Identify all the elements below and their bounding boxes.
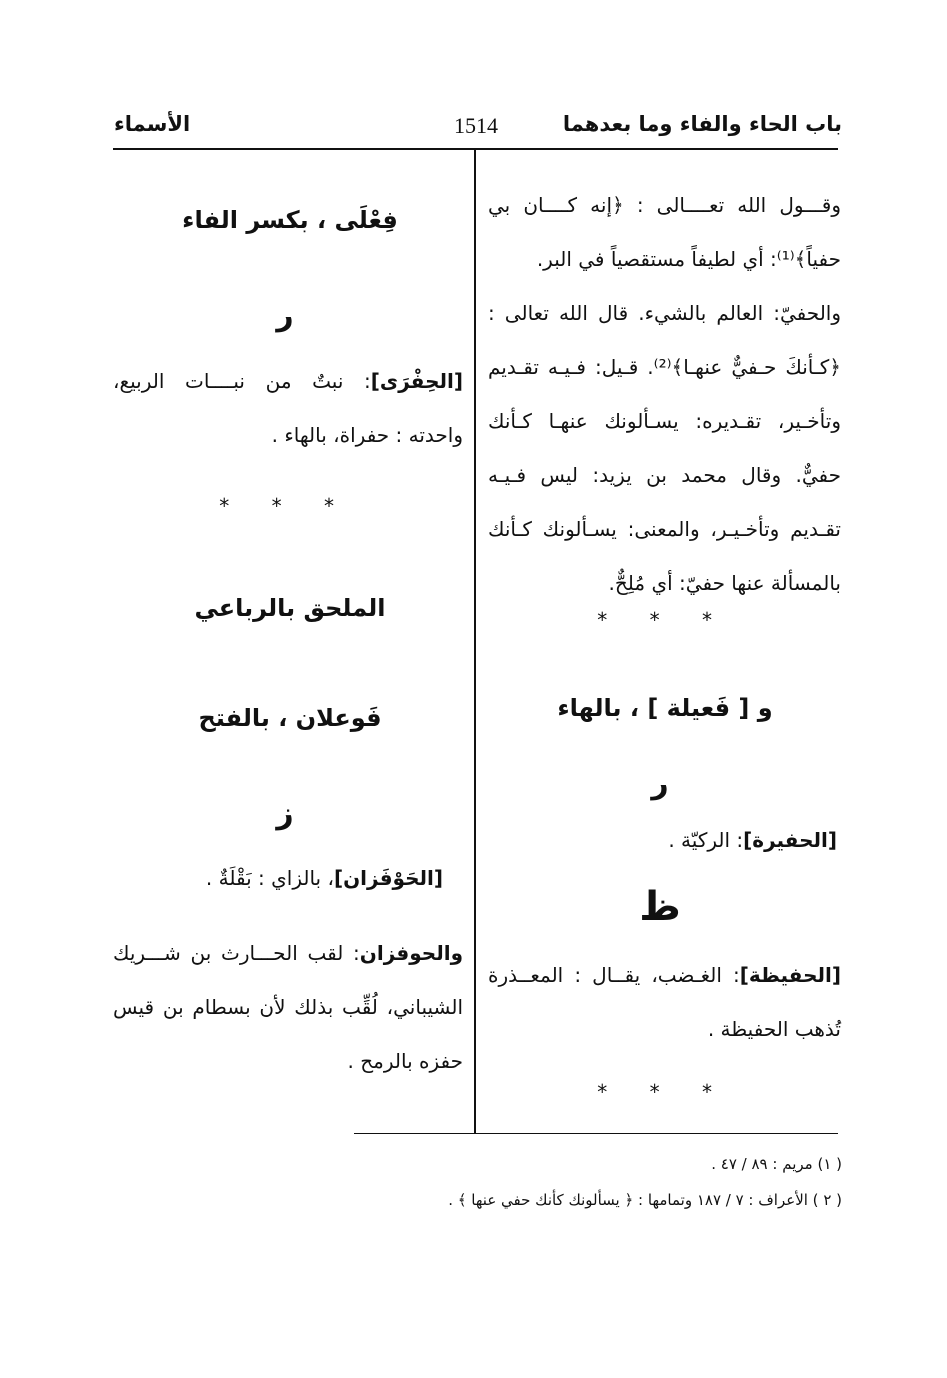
footnote-1: ( ١) مريم : ٨٩ / ٤٧ .: [711, 1155, 842, 1173]
entry-hafira: [668, 828, 837, 852]
entry-hawfazan: [206, 866, 443, 890]
entry-definition: : نبتٌ من نبــــات الربيع، واحدته : حفراة، بالهاء .: [113, 369, 463, 447]
section-separator-stars: * * *: [597, 608, 730, 632]
entry-term: والحوفزان: [359, 941, 463, 965]
letter-heading-ra: ر: [276, 298, 294, 333]
letter-heading-za: ظ: [639, 884, 681, 930]
entry-definition: : الغـضب، يقــال : المعــذرة تُذهب الحفيظة .: [488, 963, 841, 1041]
entry-term: [الحِفْرَى]: [370, 369, 463, 393]
running-head-section: الأسماء: [114, 112, 191, 136]
footnote-rule: [354, 1133, 838, 1134]
section-heading-mulhaq: الملحق بالرباعي: [194, 594, 386, 622]
section-heading-fila: فِعْلَى ، بكسر الفاء: [182, 206, 398, 234]
page-number: 1514: [454, 113, 498, 138]
entry-term: [الحفيظة]: [739, 963, 841, 987]
footnote-2: ( ٢ ) الأعراف : ٧ / ١٨٧ وتمامها : ﴿ يسألونك كأنك حفي عنها ﴾ .: [448, 1191, 842, 1209]
letter-heading-ra: ر: [651, 766, 669, 801]
running-head-chapter: باب الحاء والفاء وما بعدهما: [562, 112, 842, 136]
section-heading-fawalan: فَوعلان ، بالفتح: [198, 704, 382, 732]
section-separator-stars: * * *: [219, 494, 352, 518]
entry-definition: : لقب الحـــارث بن شـــريك الشيباني، لُقِّب بذلك لأن بسطام بن قيس حفزه بالرمح .: [113, 941, 463, 1073]
section-heading-faila: و [ فَعيلة ] ، بالهاء: [557, 694, 773, 722]
entry-hifra: [113, 354, 463, 462]
entry-hawfazan-title: [113, 926, 463, 1088]
entry-definition: : الركيّة .: [668, 828, 744, 852]
paragraph-verse-hafiyya: وقـــول الله تعــــالى : ﴿إنه كــــان بي حفياً﴾⁽¹⁾: أي لطيفاً مستقصياً في البر.: [488, 193, 841, 271]
letter-heading-zay: ز: [276, 796, 294, 831]
entry-definition: ، بالزاي : بَقْلَةٌ .: [205, 866, 334, 890]
paragraph-hafiy-definition: والحفيّ: العالم بالشيء. قال الله تعالى : ﴿كـأنكَ حـفيٌّ عنهـا﴾⁽²⁾. قـيل: فـيـه تقـديم وتأخـير، تقـديره: يسـألونك عنهـا كـأنك حفيٌّ. وقال محمد بن يزيد: ليس فـيـه تقـديم وتأخـيـر، والمعنى: يسـألونك كـأنك بالمسألة عنها حفيّ: أي مُلِحٌّ.: [488, 301, 841, 595]
entry-term: [الحَوْفَزان]: [333, 866, 443, 890]
column-divider: [474, 150, 476, 1133]
section-separator-stars: * * *: [597, 1080, 730, 1104]
entry-hafiza: [488, 948, 841, 1056]
entry-term: [الحفيرة]: [743, 828, 837, 852]
